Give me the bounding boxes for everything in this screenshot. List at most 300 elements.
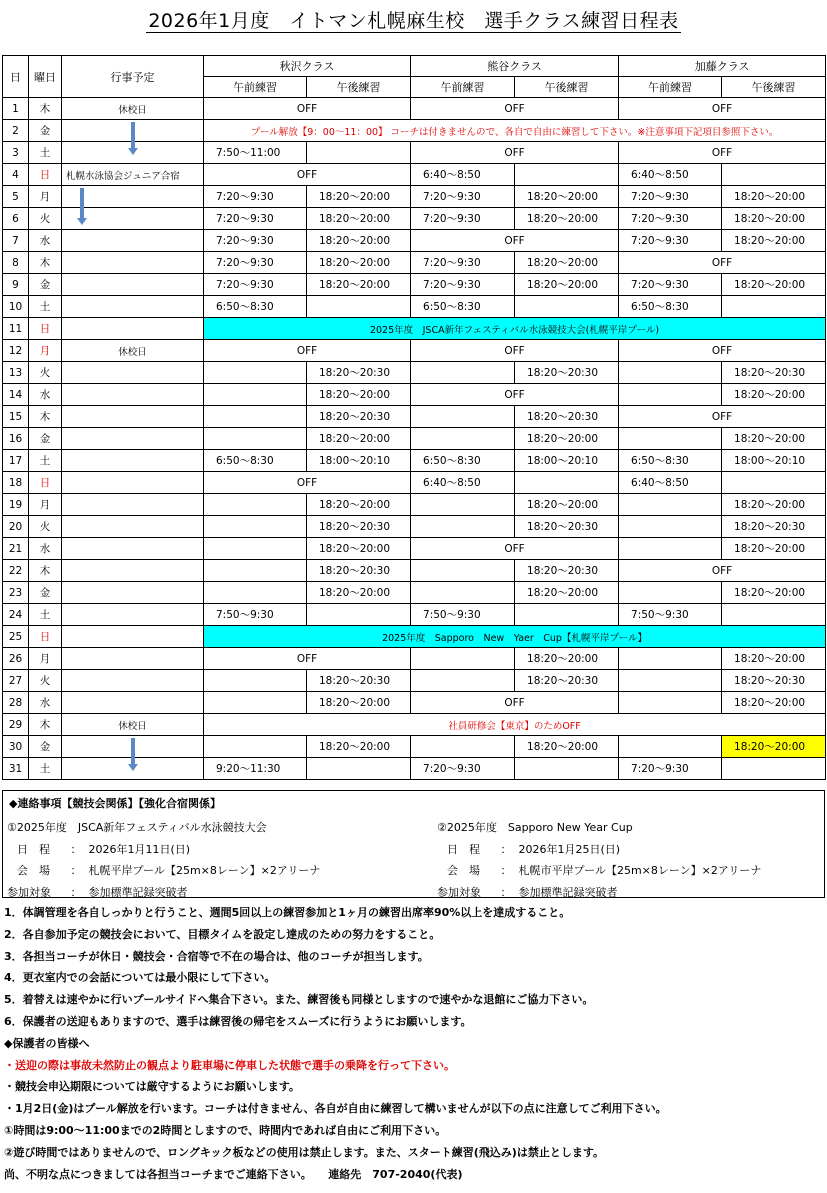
time-cell [619, 362, 722, 384]
time-cell: 18:20～20:00 [307, 494, 411, 516]
off-cell: OFF [619, 98, 826, 120]
time-cell [411, 736, 515, 758]
schedule-row [3, 692, 826, 714]
day-number: 29 [3, 714, 29, 736]
guardians-line-2: ・1月2日(金)はプール解放を行います。コーチは付きません、各自が自由に練習して構いませんが以下の点に注意してご利用下さい。 [4, 1102, 667, 1116]
event-cell: 休校日 [62, 340, 204, 362]
time-cell [204, 362, 307, 384]
schedule-body [3, 98, 826, 780]
event-cell [62, 252, 204, 274]
time-cell: 9:20～11:30 [204, 758, 307, 780]
event-2-date: 2026年1月25日(日) [518, 842, 621, 856]
event-cell [62, 560, 204, 582]
time-cell: 18:00～20:10 [722, 450, 826, 472]
time-cell: 6:40～8:50 [411, 472, 515, 494]
day-number: 6 [3, 208, 29, 230]
time-cell [515, 296, 619, 318]
time-cell: 18:20～20:00 [515, 208, 619, 230]
schedule-table [2, 55, 826, 780]
time-cell [204, 736, 307, 758]
schedule-row [3, 714, 826, 736]
time-cell [204, 428, 307, 450]
event-cell [62, 670, 204, 692]
time-cell: 18:20～20:30 [307, 362, 411, 384]
venue-label: 会 場 [447, 864, 480, 877]
day-number: 1 [3, 98, 29, 120]
off-cell: OFF [204, 472, 411, 494]
schedule-row [3, 164, 826, 186]
event-cell [62, 296, 204, 318]
time-cell: 18:20～20:00 [307, 252, 411, 274]
weekday: 月 [29, 648, 62, 670]
time-cell [619, 516, 722, 538]
time-cell [204, 538, 307, 560]
weekday: 火 [29, 362, 62, 384]
day-number: 11 [3, 318, 29, 340]
time-cell [722, 296, 826, 318]
event-cell [62, 736, 204, 758]
schedule-row [3, 670, 826, 692]
event-cell: 休校日 [62, 98, 204, 120]
off-cell: OFF [411, 692, 619, 714]
target-label: 参加対象 [437, 885, 481, 899]
event-1-target: 参加標準記録突破者 [88, 885, 188, 899]
time-cell: 6:50～8:30 [619, 296, 722, 318]
time-cell [515, 164, 619, 186]
venue-label: 会 場 [17, 864, 50, 877]
header-pm: 午後練習 [722, 77, 826, 98]
rule-3: 3．各担当コーチが休日・競技会・合宿等で不在の場合は、他のコーチが担当します。 [4, 949, 429, 963]
day-number: 7 [3, 230, 29, 252]
day-number: 22 [3, 560, 29, 582]
time-cell: 18:20～20:00 [307, 538, 411, 560]
time-cell [619, 692, 722, 714]
weekday: 土 [29, 758, 62, 780]
weekday: 火 [29, 208, 62, 230]
off-cell: OFF [411, 384, 619, 406]
header-day: 日 [3, 56, 29, 98]
time-cell: 18:20～20:30 [515, 670, 619, 692]
day-number: 17 [3, 450, 29, 472]
day-number: 19 [3, 494, 29, 516]
weekday: 日 [29, 472, 62, 494]
time-cell: 18:20～20:30 [515, 362, 619, 384]
day-number: 18 [3, 472, 29, 494]
off-cell: OFF [619, 252, 826, 274]
time-cell: 18:20～20:00 [307, 384, 411, 406]
time-cell: 7:20～9:30 [619, 230, 722, 252]
time-cell: 18:20～20:30 [722, 362, 826, 384]
event-2-title: ②2025年度 Sapporo New Year Cup [437, 821, 633, 834]
off-cell: OFF [411, 538, 619, 560]
time-cell: 18:20～20:00 [722, 208, 826, 230]
time-cell [619, 384, 722, 406]
event-1-venue: 札幌平岸プール【25m×8レーン】×2アリーナ [88, 864, 321, 877]
header-am: 午前練習 [411, 77, 515, 98]
time-cell: 7:20～9:30 [411, 758, 515, 780]
time-cell [411, 560, 515, 582]
event-1-venue-row [7, 860, 407, 882]
off-cell: OFF [411, 98, 619, 120]
time-cell [307, 142, 411, 164]
target-label: 参加対象 [7, 885, 51, 899]
time-cell: 18:20～20:00 [722, 582, 826, 604]
weekday: 水 [29, 692, 62, 714]
day-number: 3 [3, 142, 29, 164]
notice-cell: 2025年度 JSCA新年フェスティバル水泳競技大会(札幌平岸プール) [204, 318, 826, 340]
time-cell [204, 494, 307, 516]
time-cell: 7:50～9:30 [619, 604, 722, 626]
time-cell: 18:20～20:00 [307, 230, 411, 252]
time-cell [204, 670, 307, 692]
schedule-row [3, 362, 826, 384]
contact-left [7, 817, 407, 903]
weekday: 土 [29, 604, 62, 626]
event-2-date-row [437, 839, 827, 861]
colon: ： [500, 864, 512, 877]
time-cell [411, 362, 515, 384]
contact-heading: ◆連絡事項【競技会関係】【強化合宿関係】 [9, 797, 221, 810]
time-cell [204, 516, 307, 538]
time-cell [411, 582, 515, 604]
colon: ： [70, 885, 82, 899]
weekday: 日 [29, 626, 62, 648]
schedule-row [3, 494, 826, 516]
schedule-row [3, 318, 826, 340]
day-number: 16 [3, 428, 29, 450]
time-cell [515, 472, 619, 494]
day-number: 14 [3, 384, 29, 406]
schedule-row [3, 98, 826, 120]
time-cell: 7:20～9:30 [619, 274, 722, 296]
arrow-down-icon [128, 122, 138, 155]
header-class-kumagai: 熊谷クラス [411, 56, 619, 77]
schedule-row [3, 538, 826, 560]
weekday: 土 [29, 142, 62, 164]
time-cell: 18:20～20:30 [515, 560, 619, 582]
time-cell: 7:20～9:30 [204, 208, 307, 230]
arrow-down-icon [128, 738, 138, 771]
event-cell [62, 692, 204, 714]
day-number: 9 [3, 274, 29, 296]
weekday: 月 [29, 494, 62, 516]
day-number: 25 [3, 626, 29, 648]
time-cell: 6:50～8:30 [204, 296, 307, 318]
time-cell: 7:50～9:30 [411, 604, 515, 626]
time-cell [619, 670, 722, 692]
header-am: 午前練習 [204, 77, 307, 98]
header-class-kato: 加藤クラス [619, 56, 826, 77]
schedule-row [3, 142, 826, 164]
event-cell [62, 428, 204, 450]
rule-6: 6．保護者の送迎もありますので、選手は練習後の帰宅をスムーズに行うようにお願いします。 [4, 1014, 472, 1028]
event-cell: 休校日 [62, 714, 204, 736]
time-cell: 6:50～8:30 [204, 450, 307, 472]
event-cell [62, 384, 204, 406]
time-cell: 7:20～9:30 [204, 252, 307, 274]
event-cell [62, 626, 204, 648]
time-cell: 18:20～20:00 [307, 186, 411, 208]
time-cell: 18:20～20:00 [515, 252, 619, 274]
colon: ： [500, 842, 512, 856]
rule-2: 2．各自参加予定の競技会において、目標タイムを設定し達成のための努力をすること。 [4, 927, 441, 941]
event-cell [62, 604, 204, 626]
schedule-row [3, 560, 826, 582]
day-number: 15 [3, 406, 29, 428]
schedule-row [3, 604, 826, 626]
time-cell: 7:20～9:30 [619, 186, 722, 208]
event-cell [62, 516, 204, 538]
off-cell: OFF [411, 230, 619, 252]
time-cell [411, 670, 515, 692]
time-cell [204, 582, 307, 604]
time-cell: 18:00～20:10 [515, 450, 619, 472]
guardians-line-1: ・競技会申込期限については厳守するようにお願いします。 [4, 1080, 300, 1094]
event-cell [62, 582, 204, 604]
time-cell: 18:20～20:00 [722, 230, 826, 252]
off-cell: OFF [204, 340, 411, 362]
time-cell: 7:20～9:30 [204, 274, 307, 296]
event-2-target: 参加標準記録突破者 [518, 885, 618, 899]
time-cell [307, 758, 411, 780]
weekday: 水 [29, 230, 62, 252]
weekday: 木 [29, 98, 62, 120]
time-cell: 18:20～20:00 [307, 692, 411, 714]
guardians-line-4: ②遊び時間ではありませんので、ロングキック板などの使用は禁止します。また、スタート練習(飛込み)は禁止とします。 [4, 1145, 604, 1159]
time-cell [204, 692, 307, 714]
event-cell [62, 362, 204, 384]
time-cell [411, 494, 515, 516]
header-pm: 午後練習 [307, 77, 411, 98]
time-cell [722, 472, 826, 494]
schedule-row [3, 582, 826, 604]
time-cell: 7:20～9:30 [619, 208, 722, 230]
schedule-row [3, 648, 826, 670]
time-cell: 7:20～9:30 [411, 208, 515, 230]
time-cell: 7:50～9:30 [204, 604, 307, 626]
time-cell: 18:20～20:00 [722, 274, 826, 296]
time-cell: 18:20～20:00 [722, 736, 826, 758]
time-cell [515, 604, 619, 626]
title-text: 2026年1月度 イトマン札幌麻生校 選手クラス練習日程表 [148, 10, 679, 32]
weekday: 水 [29, 384, 62, 406]
rule-5: 5．着替えは速やかに行いプールサイドへ集合下さい。また、練習後も同様としますので速やかな退館にご協力下さい。 [4, 993, 594, 1007]
footer-contact: 尚、不明な点につきましては各担当コーチまでご連絡下さい。 連絡先 707-2040(代表) [4, 1167, 463, 1181]
off-cell: OFF [619, 406, 826, 428]
time-cell: 18:20～20:00 [307, 582, 411, 604]
header-am: 午前練習 [619, 77, 722, 98]
off-cell: OFF [204, 98, 411, 120]
day-number: 5 [3, 186, 29, 208]
weekday: 木 [29, 252, 62, 274]
weekday: 木 [29, 560, 62, 582]
off-cell: OFF [619, 340, 826, 362]
time-cell: 7:20～9:30 [411, 186, 515, 208]
time-cell [204, 560, 307, 582]
contact-right [437, 817, 827, 903]
time-cell [619, 494, 722, 516]
day-number: 23 [3, 582, 29, 604]
day-number: 13 [3, 362, 29, 384]
time-cell: 18:20～20:00 [307, 208, 411, 230]
time-cell: 18:20～20:00 [307, 736, 411, 758]
time-cell: 18:20～20:00 [722, 648, 826, 670]
time-cell: 7:20～9:30 [619, 758, 722, 780]
time-cell: 18:20～20:00 [722, 494, 826, 516]
day-number: 26 [3, 648, 29, 670]
off-cell: OFF [204, 648, 411, 670]
time-cell: 18:20～20:00 [515, 494, 619, 516]
contact-box [2, 790, 825, 898]
weekday: 金 [29, 736, 62, 758]
schedule-row [3, 120, 826, 142]
time-cell: 18:20～20:30 [307, 670, 411, 692]
event-cell [62, 472, 204, 494]
time-cell: 18:20～20:00 [515, 736, 619, 758]
schedule-row [3, 450, 826, 472]
weekday: 木 [29, 406, 62, 428]
event-1-title: ①2025年度 JSCA新年フェスティバル水泳競技大会 [7, 821, 267, 834]
event-cell [62, 538, 204, 560]
rule-4: 4．更衣室内での会話については最小限にして下さい。 [4, 971, 276, 985]
event-cell [62, 186, 204, 208]
schedule-row [3, 472, 826, 494]
time-cell: 7:20～9:30 [204, 186, 307, 208]
event-1-date: 2026年1月11日(日) [88, 842, 191, 856]
time-cell: 7:20～9:30 [411, 274, 515, 296]
event-1-date-row [7, 839, 407, 861]
rule-1: 1．体調管理を各自しっかりと行うこと、週間5回以上の練習参加と1ヶ月の練習出席率90%以上を達成すること。 [4, 906, 571, 919]
time-cell: 18:20～20:00 [307, 428, 411, 450]
time-cell [722, 604, 826, 626]
weekday: 土 [29, 450, 62, 472]
day-number: 10 [3, 296, 29, 318]
weekday: 月 [29, 340, 62, 362]
weekday: 木 [29, 714, 62, 736]
off-cell: OFF [619, 560, 826, 582]
schedule-row [3, 186, 826, 208]
time-cell: 18:00～20:10 [307, 450, 411, 472]
time-cell [619, 736, 722, 758]
header-pm: 午後練習 [515, 77, 619, 98]
time-cell: 18:20～20:00 [515, 428, 619, 450]
guardians-heading: ◆保護者の皆様へ [4, 1036, 90, 1050]
time-cell [722, 164, 826, 186]
time-cell: 18:20～20:00 [722, 428, 826, 450]
event-2-target-row [437, 882, 827, 904]
weekday: 日 [29, 318, 62, 340]
time-cell: 18:20～20:30 [722, 670, 826, 692]
header-row-1 [3, 56, 826, 77]
guardians-line-3: ①時間は9:00～11:00までの2時間としますので、時間内であれば自由にご利用下さい。 [4, 1123, 447, 1137]
time-cell: 18:20～20:00 [515, 648, 619, 670]
time-cell [619, 582, 722, 604]
time-cell: 6:40～8:50 [619, 472, 722, 494]
time-cell [204, 406, 307, 428]
schedule-row [3, 384, 826, 406]
event-cell [62, 648, 204, 670]
time-cell: 6:50～8:30 [411, 296, 515, 318]
day-number: 4 [3, 164, 29, 186]
date-label: 日 程 [447, 842, 480, 856]
notice-cell: 2025年度 Sapporo New Yaer Cup【札幌平岸プール】 [204, 626, 826, 648]
day-number: 21 [3, 538, 29, 560]
time-cell: 7:50～11:00 [204, 142, 307, 164]
time-cell [204, 384, 307, 406]
day-number: 24 [3, 604, 29, 626]
time-cell: 18:20～20:00 [722, 538, 826, 560]
date-label: 日 程 [17, 842, 50, 856]
day-number: 31 [3, 758, 29, 780]
off-cell: OFF [204, 164, 411, 186]
rules-section [4, 902, 824, 1185]
time-cell: 18:20～20:30 [307, 516, 411, 538]
page-title [0, 6, 827, 33]
time-cell: 18:20～20:00 [722, 384, 826, 406]
header-weekday: 曜日 [29, 56, 62, 98]
time-cell: 18:20～20:30 [515, 516, 619, 538]
time-cell: 18:20～20:00 [307, 274, 411, 296]
weekday: 土 [29, 296, 62, 318]
weekday: 日 [29, 164, 62, 186]
event-cell: 札幌水泳協会ジュニア合宿 [62, 164, 204, 186]
time-cell: 18:20～20:00 [722, 692, 826, 714]
time-cell [411, 516, 515, 538]
schedule-row [3, 626, 826, 648]
time-cell: 18:20～20:30 [307, 406, 411, 428]
schedule-row [3, 340, 826, 362]
schedule-row [3, 406, 826, 428]
day-number: 27 [3, 670, 29, 692]
time-cell: 18:20～20:00 [515, 274, 619, 296]
off-cell: OFF [411, 142, 619, 164]
event-cell [62, 274, 204, 296]
time-cell [515, 758, 619, 780]
time-cell: 18:20～20:00 [722, 186, 826, 208]
colon: ： [70, 842, 82, 856]
event-cell [62, 120, 204, 142]
weekday: 金 [29, 428, 62, 450]
time-cell [411, 428, 515, 450]
time-cell: 18:20～20:00 [515, 582, 619, 604]
event-2-venue: 札幌市平岸プール【25m×8レーン】×2アリーナ [518, 864, 762, 877]
weekday: 火 [29, 670, 62, 692]
time-cell [411, 406, 515, 428]
time-cell [307, 296, 411, 318]
header-class-akizawa: 秋沢クラス [204, 56, 411, 77]
day-number: 2 [3, 120, 29, 142]
weekday: 金 [29, 274, 62, 296]
weekday: 火 [29, 516, 62, 538]
schedule-row [3, 208, 826, 230]
day-number: 8 [3, 252, 29, 274]
time-cell [619, 648, 722, 670]
weekday: 月 [29, 186, 62, 208]
schedule-row [3, 296, 826, 318]
event-2-venue-row [437, 860, 827, 882]
time-cell [307, 604, 411, 626]
guardians-red-notice: ・送迎の際は事故未然防止の観点より駐車場に停車した状態で選手の乗降を行って下さい。 [4, 1058, 455, 1072]
weekday: 水 [29, 538, 62, 560]
schedule-row [3, 736, 826, 758]
header-event: 行事予定 [62, 56, 204, 98]
schedule-row [3, 516, 826, 538]
notice-cell: プール解放【9：00～11：00】 コーチは付きませんので、各自で自由に練習して下さい。※注意事項下記項目参照下さい。 [204, 120, 826, 142]
off-cell: OFF [411, 340, 619, 362]
time-cell [722, 758, 826, 780]
day-number: 12 [3, 340, 29, 362]
time-cell: 18:20～20:30 [515, 406, 619, 428]
